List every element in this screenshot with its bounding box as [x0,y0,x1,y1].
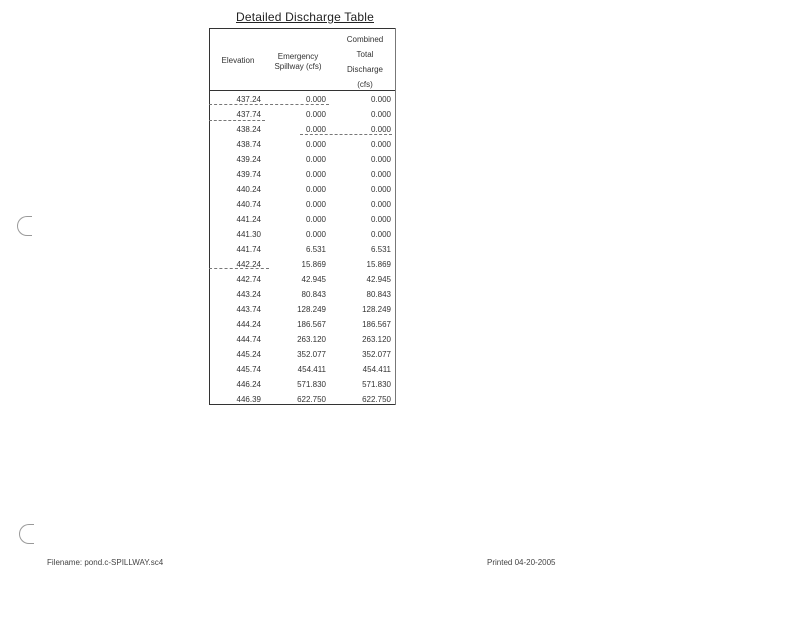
spillway-cell: 454.411 [297,365,326,374]
scan-artifact-line [209,268,269,269]
table-row [210,227,395,242]
table-bottom-rule [210,404,395,405]
table-row [210,377,395,392]
spillway-cell: 0.000 [305,95,326,104]
scan-artifact-line [300,134,392,135]
table-row [210,362,395,377]
elevation-cell: 443.24 [236,290,261,299]
combined-cell: 622.750 [362,395,391,404]
combined-cell: 0.000 [370,230,391,239]
table-row [210,287,395,302]
table-row [210,197,395,212]
spillway-cell: 622.750 [297,395,326,404]
combined-cell: 42.945 [366,275,391,284]
spillway-cell: 571.830 [297,380,326,389]
footer-filename: Filename: pond.c-SPILLWAY.sc4 [47,558,164,567]
combined-cell: 0.000 [370,95,391,104]
table-row [210,212,395,227]
table-row [210,137,395,152]
elevation-cell: 441.74 [236,245,261,254]
combined-cell: 6.531 [370,245,391,254]
spillway-cell: 352.077 [297,350,326,359]
spillway-cell: 128.249 [297,305,326,314]
elevation-cell: 438.74 [236,140,261,149]
elevation-cell: 440.74 [236,200,261,209]
spillway-cell: 0.000 [305,230,326,239]
table-row [210,302,395,317]
header-combined-line2: Total [356,50,374,59]
elevation-cell: 437.74 [236,110,261,119]
combined-cell: 454.411 [362,365,391,374]
punch-hole-mark [17,216,32,236]
elevation-cell: 439.74 [236,170,261,179]
footer-printed-date: Printed 04-20-2005 [487,558,556,567]
elevation-cell: 438.24 [236,125,261,134]
combined-cell: 0.000 [370,215,391,224]
spillway-cell: 15.869 [301,260,326,269]
combined-cell: 0.000 [370,200,391,209]
table-top-rule [210,28,395,29]
combined-cell: 0.000 [370,110,391,119]
elevation-cell: 442.74 [236,275,261,284]
spillway-cell: 42.945 [301,275,326,284]
spillway-cell: 186.567 [297,320,326,329]
table-row [210,182,395,197]
combined-cell: 263.120 [362,335,391,344]
combined-cell: 0.000 [370,125,391,134]
elevation-cell: 443.74 [236,305,261,314]
table-row [210,332,395,347]
combined-cell: 0.000 [370,170,391,179]
combined-cell: 0.000 [370,155,391,164]
combined-cell: 571.830 [362,380,391,389]
table-header-rule [210,90,395,91]
table-row [210,167,395,182]
spillway-cell: 80.843 [301,290,326,299]
combined-cell: 0.000 [370,185,391,194]
header-combined-line3: Discharge [346,65,383,74]
spillway-cell: 0.000 [305,140,326,149]
elevation-cell: 444.24 [236,320,261,329]
table-row [210,242,395,257]
combined-cell: 0.000 [370,140,391,149]
header-combined-line4: (cfs) [357,80,373,89]
elevation-cell: 446.24 [236,380,261,389]
spillway-cell: 0.000 [305,215,326,224]
elevation-cell: 445.24 [236,350,261,359]
table-row [210,257,395,272]
spillway-cell: 263.120 [297,335,326,344]
combined-cell: 80.843 [366,290,391,299]
spillway-cell: 0.000 [305,170,326,179]
scan-artifact-line [209,120,265,121]
elevation-cell: 441.30 [236,230,261,239]
combined-cell: 15.869 [366,260,391,269]
elevation-cell: 445.74 [236,365,261,374]
combined-cell: 352.077 [362,350,391,359]
table-row [210,347,395,362]
punch-hole-mark [19,524,34,544]
spillway-cell: 0.000 [305,110,326,119]
table-row [210,272,395,287]
elevation-cell: 439.24 [236,155,261,164]
elevation-cell: 444.74 [236,335,261,344]
header-spillway-line1: Emergency [277,52,319,61]
table-row [210,317,395,332]
spillway-cell: 6.531 [305,245,326,254]
spillway-cell: 0.000 [305,185,326,194]
elevation-cell: 441.24 [236,215,261,224]
header-combined-discharge [335,32,395,92]
header-elevation [214,56,262,66]
elevation-cell: 442.24 [236,260,261,269]
table-body [210,92,395,407]
header-elevation-label: Elevation [221,56,255,65]
table-row [210,152,395,167]
spillway-cell: 0.000 [305,200,326,209]
header-spillway-line2: Spillway (cfs) [274,62,322,71]
spillway-cell: 0.000 [305,155,326,164]
combined-cell: 186.567 [362,320,391,329]
header-combined-line1: Combined [346,35,384,44]
combined-cell: 128.249 [362,305,391,314]
table-title: Detailed Discharge Table [236,10,374,24]
scan-artifact-line [209,104,329,105]
discharge-table [209,28,396,405]
elevation-cell: 437.24 [236,95,261,104]
header-emergency-spillway [268,52,328,72]
spillway-cell: 0.000 [305,125,326,134]
elevation-cell: 440.24 [236,185,261,194]
elevation-cell: 446.39 [236,395,261,404]
